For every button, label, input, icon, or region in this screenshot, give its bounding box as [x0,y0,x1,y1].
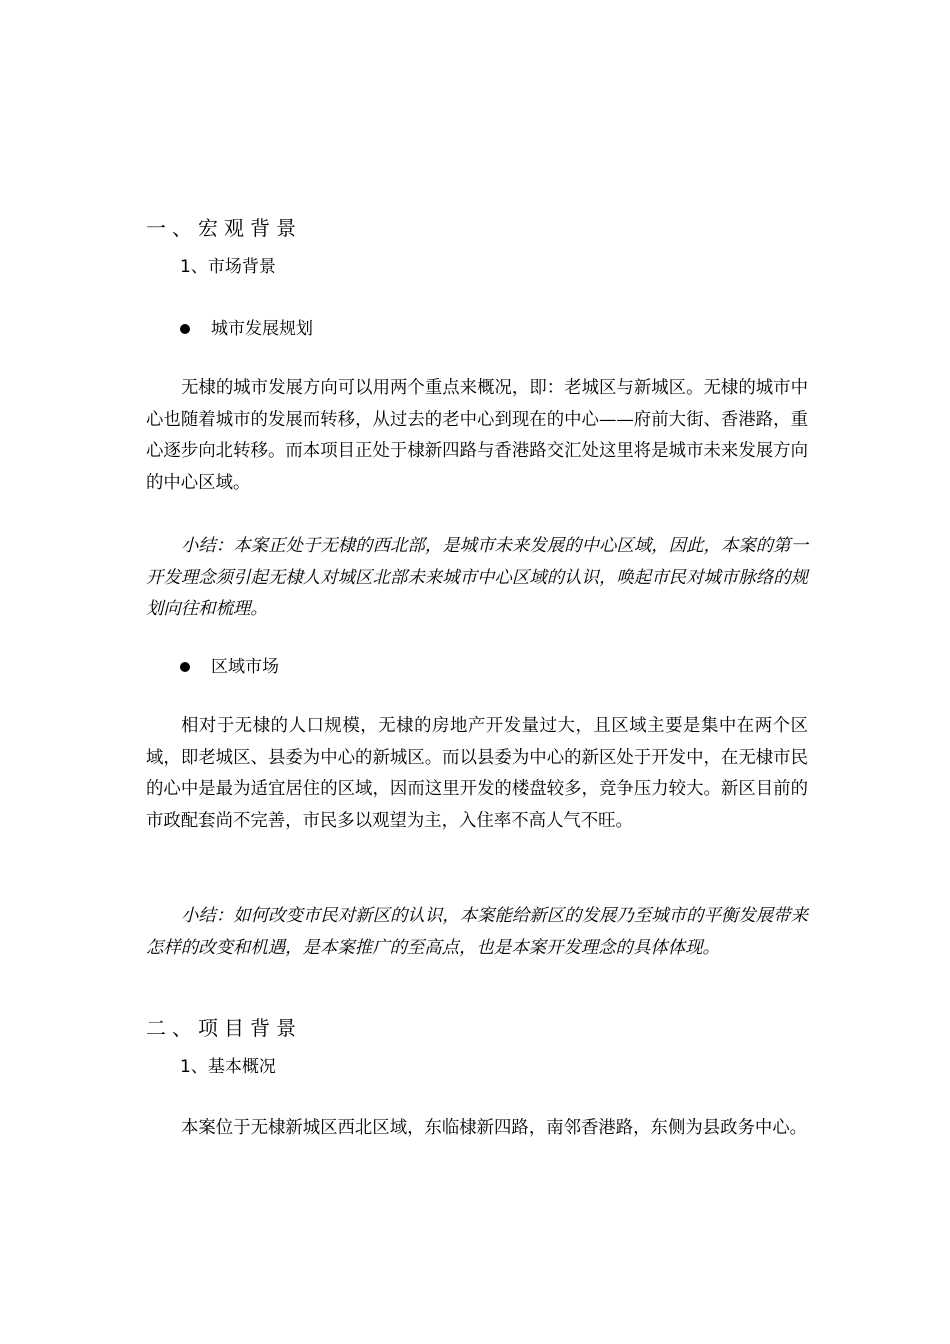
paragraph-regional-market: 相对于无棣的人口规模，无棣的房地产开发量过大，且区域主要是集中在两个区域，即老城区、县委为中心的新城区。而以县委为中心的新区处于开发中，在无棣市民的心中是最为适宜居住的区域，因而这里开发的楼盘较多，竞争压力较大。新区目前的市政配套尚不完善，市民多以观望为主，入住率不高人气不旺。 [146,716,808,831]
bullet-dot-icon [180,662,190,672]
subsection-heading-basic-overview: 1、基本概况 [180,1057,276,1077]
section-heading-project-background: 二、项目背景 [146,1016,302,1040]
paragraph-basic-overview: 本案位于无棣新城区西北区域，东临棣新四路，南邻香港路，东侧为县政务中心。 [181,1118,808,1138]
bullet-label: 城市发展规划 [211,319,313,339]
section-heading-macro-background: 一、宏观背景 [146,216,302,240]
paragraph-city-planning: 无棣的城市发展方向可以用两个重点来概况，即：老城区与新城区。无棣的城市中心也随着城市的发展而转移，从过去的老中心到现在的中心——府前大街、香港路，重心逐步向北转移。而本项目正处于棣新四路与香港路交汇处这里将是城市未来发展方向的中心区域。 [146,378,808,493]
summary-regional-market: 小结：如何改变市民对新区的认识，本案能给新区的发展乃至城市的平衡发展带来怎样的改变和机遇，是本案推广的至高点，也是本案开发理念的具体体现。 [146,906,808,958]
bullet-dot-icon [180,324,190,334]
bullet-label: 区域市场 [211,657,279,677]
summary-city-planning: 小结：本案正处于无棣的西北部，是城市未来发展的中心区域，因此，本案的第一开发理念须引起无棣人对城区北部未来城市中心区域的认识，唤起市民对城市脉络的规划向往和梳理。 [146,536,808,619]
subsection-heading-market-background: 1、市场背景 [180,257,276,277]
